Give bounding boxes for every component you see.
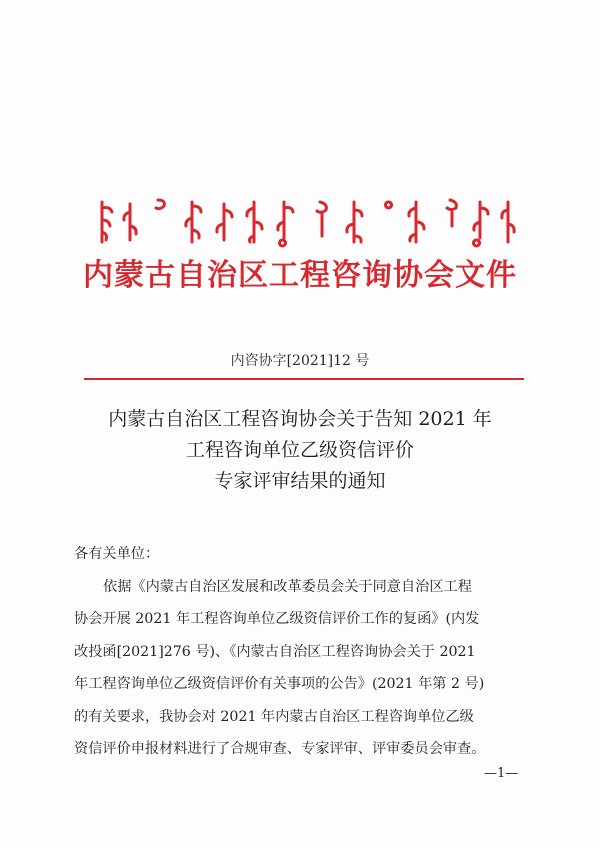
notice-title-line-2: 工程咨询单位乙级资信评价 [185, 439, 414, 461]
red-divider-line [84, 378, 524, 380]
notice-title-line-1: 内蒙古自治区工程咨询协会关于告知 2021 年 [108, 408, 492, 430]
body-line-1: 依据《内蒙古自治区发展和改革委员会关于同意自治区工程 [103, 578, 472, 595]
body-line-3: 改投函[2021]276 号)、《内蒙古自治区工程咨询协会关于 2021 [74, 643, 476, 660]
notice-title [0, 404, 600, 497]
document-number: 内咨协字[2021]12 号 [230, 353, 370, 369]
body-line-5: 的有关要求，我协会对 2021 年内蒙古自治区工程咨询单位乙级 [74, 708, 474, 725]
salutation: 各有关单位： [74, 546, 160, 562]
body-line-4: 年工程咨询单位乙级资信评价有关事项的公告》(2021 年第 2 号) [74, 676, 485, 692]
body-line-2: 协会开展 2021 年工程咨询单位乙级资信评价工作的复函》(内发 [74, 611, 480, 627]
issuing-organization-title: 内蒙古自治区工程咨询协会文件 [83, 258, 517, 293]
mongolian-script-header [96, 196, 516, 248]
body-line-6: 资信评价申报材料进行了合规审查、专家评审、评审委员会审查。 [74, 741, 486, 757]
page-number: —1— [484, 766, 519, 781]
notice-title-line-3: 专家评审结果的通知 [214, 470, 386, 492]
notice-body [74, 538, 534, 766]
mongolian-script-graphic [96, 196, 516, 248]
